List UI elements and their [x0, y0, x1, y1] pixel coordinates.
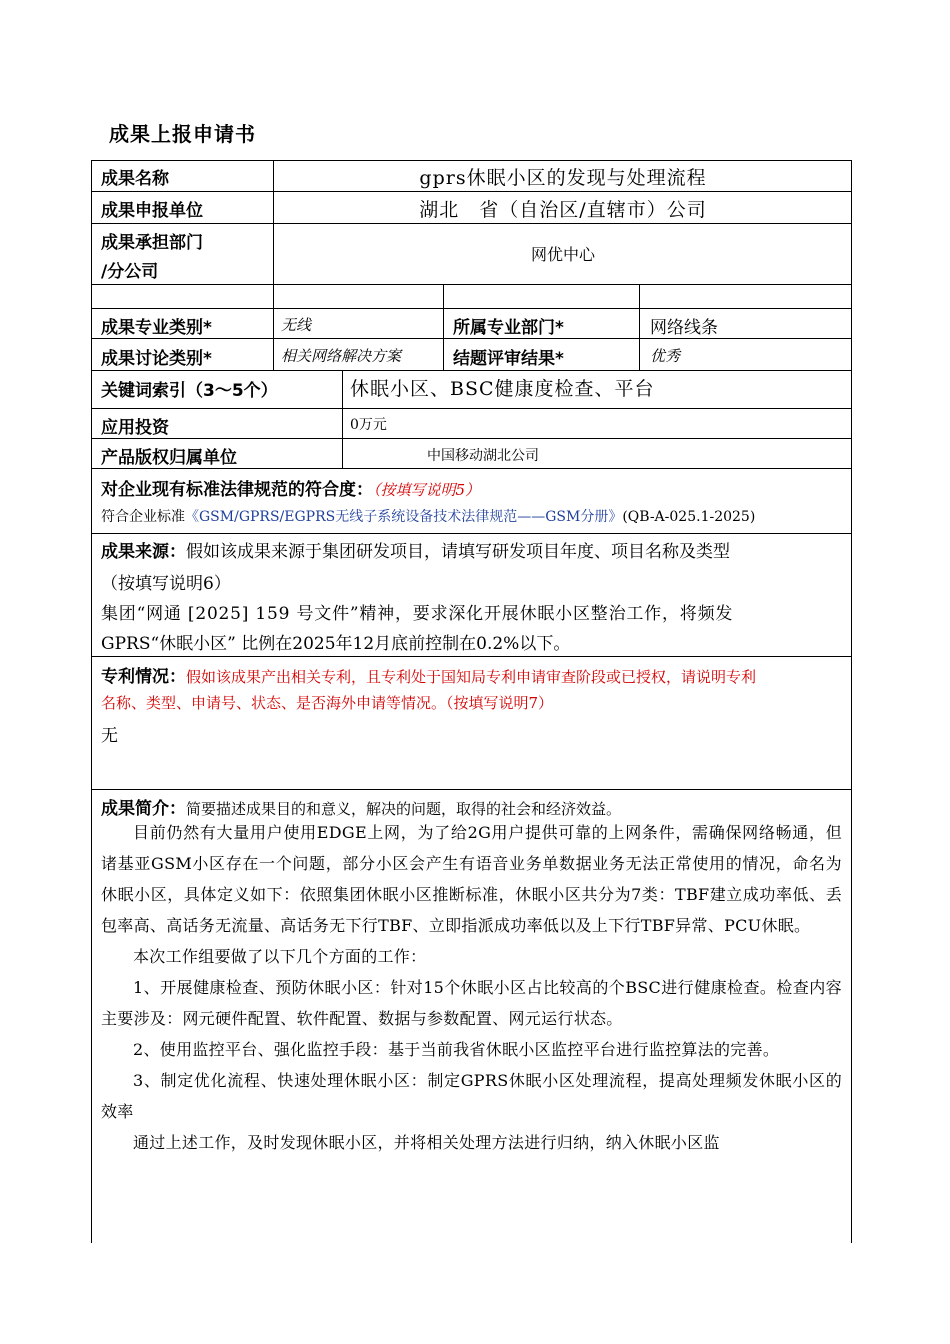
discussion-category-label: 成果讨论类别* — [101, 349, 212, 369]
row-divider — [91, 533, 852, 534]
investment-value: 0万元 — [350, 417, 387, 433]
summary-label: 成果简介： — [101, 799, 186, 819]
summary-paragraph: 通过上述工作，及时发现休眠小区，并将相关处理方法进行归纳，纳入休眠小区监 — [133, 1133, 720, 1152]
discussion-category-value: 相关网络解决方案 — [281, 347, 402, 365]
row-divider — [91, 223, 852, 224]
row-divider — [91, 308, 852, 309]
row-divider — [91, 338, 852, 339]
column-divider — [342, 370, 343, 468]
summary-body — [101, 817, 842, 1158]
source-label: 成果来源： — [101, 542, 186, 562]
column-divider — [273, 160, 274, 370]
source-hint-note: （按填写说明6） — [101, 574, 231, 594]
compliance-prefix: 符合企业标准 — [101, 509, 185, 525]
compliance-standard-line — [101, 506, 755, 526]
department-label-line1: 成果承担部门 — [101, 233, 203, 253]
compliance-standard-code: (QB-A-025.1-2025) — [622, 509, 756, 525]
specialty-department-label: 所属专业部门* — [453, 318, 564, 338]
patent-value: 无 — [101, 726, 118, 746]
row-divider — [91, 191, 852, 192]
row-divider — [91, 370, 852, 371]
summary-heading — [101, 794, 621, 819]
keywords-label: 关键词索引（3～5个） — [101, 381, 278, 401]
patent-hint-line1: 假如该成果产出相关专利，且专利处于国知局专利申请审查阶段或已授权，请说明专利 — [186, 668, 757, 686]
achievement-name-label: 成果名称 — [101, 169, 169, 189]
summary-paragraph: 本次工作组要做了以下几个方面的工作： — [133, 947, 427, 966]
document-title: 成果上报申请书 — [109, 122, 256, 146]
compliance-heading — [101, 475, 480, 500]
review-result-value: 优秀 — [650, 347, 681, 365]
patent-heading — [101, 662, 756, 687]
applicant-unit-label: 成果申报单位 — [101, 201, 203, 221]
row-divider — [91, 656, 852, 657]
specialty-department-value: 网络线条 — [650, 318, 718, 338]
patent-label: 专利情况： — [101, 667, 186, 687]
copyright-owner-value: 中国移动湖北公司 — [427, 448, 539, 464]
row-divider — [91, 468, 852, 469]
summary-paragraph: 1、开展健康检查、预防休眠小区：针对15个休眠小区占比较高的个BSC进行健康检查。检查内容主要涉及：网元硬件配置、软件配置、数据与参数配置、网元运行状态。 — [101, 978, 842, 1028]
summary-hint: 简要描述成果目的和意义，解决的问题，取得的社会和经济效益。 — [186, 800, 622, 818]
summary-paragraph: 目前仍然有大量用户使用EDGE上网，为了给2G用户提供可靠的上网条件，需确保网络畅通，但诸基亚GSM小区存在一个问题，部分小区会产生有语音业务单数据业务无法正常使用的情况，命名为休眠小区，具体定义如下：依照集团休眠小区推断标准，休眠小区共分为7类：TBF建立成功率低、丢包率高、高话务无流量、高话务无下行TBF、立即指派成功率低以及上下行TBF异常、PCU休眠。 — [101, 823, 842, 935]
source-body-line2: GPRS“休眠小区” 比例在2025年12月底前控制在0.2%以下。 — [101, 634, 571, 654]
summary-paragraph: 2、使用监控平台、强化监控手段：基于当前我省休眠小区监控平台进行监控算法的完善。 — [133, 1040, 780, 1059]
summary-paragraph: 3、制定优化流程、快速处理休眠小区：制定GPRS休眠小区处理流程，提高处理频发休眠小区的效率 — [101, 1071, 842, 1121]
column-divider — [639, 284, 640, 370]
review-result-label: 结题评审结果* — [453, 349, 564, 369]
specialty-category-value: 无线 — [281, 316, 312, 334]
row-divider — [91, 438, 852, 439]
specialty-category-label: 成果专业类别* — [101, 318, 212, 338]
row-divider — [91, 789, 852, 790]
compliance-label: 对企业现有标准法律规范的符合度： — [101, 480, 373, 500]
department-label-line2: /分公司 — [101, 262, 159, 282]
source-heading — [101, 537, 730, 562]
applicant-unit-value: 湖北 省（自治区/直辖市）公司 — [419, 199, 707, 221]
row-divider — [91, 408, 852, 409]
source-body-line1: 集团“网通 [2025] 159 号文件”精神，要求深化开展休眠小区整治工作，将频发 — [101, 604, 734, 624]
keywords-value: 休眠小区、BSC健康度检查、平台 — [350, 378, 655, 400]
row-divider — [91, 284, 852, 285]
patent-hint-line2: 名称、类型、申请号、状态、是否海外申请等情况。（按填写说明7） — [101, 694, 554, 712]
compliance-note: （按填写说明5） — [373, 481, 481, 499]
department-value: 网优中心 — [530, 245, 595, 264]
achievement-name-value: gprs休眠小区的发现与处理流程 — [419, 167, 707, 189]
investment-label: 应用投资 — [101, 418, 169, 438]
copyright-owner-label: 产品版权归属单位 — [101, 448, 237, 468]
source-hint: 假如该成果来源于集团研发项目，请填写研发项目年度、项目名称及类型 — [186, 542, 730, 562]
column-divider — [443, 284, 444, 370]
compliance-standard-name: 《GSM/GPRS/EGPRS无线子系统设备技术法律规范——GSM分册》 — [185, 509, 623, 525]
